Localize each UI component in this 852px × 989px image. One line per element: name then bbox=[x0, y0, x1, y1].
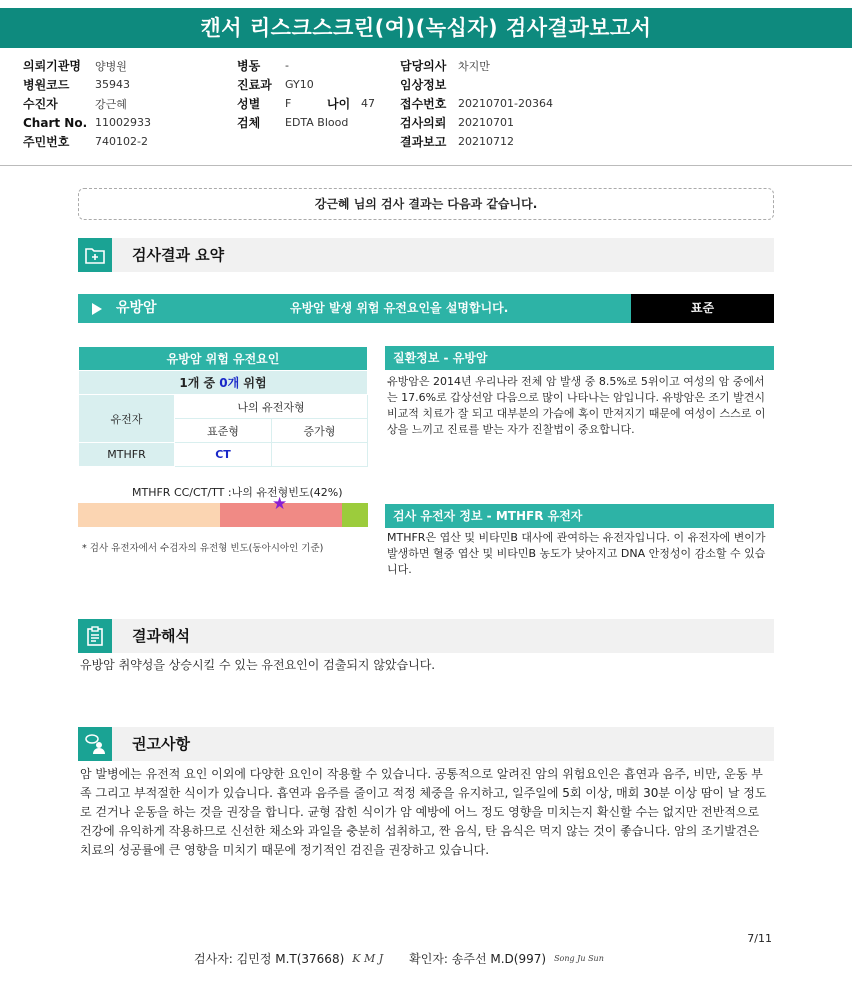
genotype-frequency-label: MTHFR CC/CT/TT :나의 유전형빈도(42%) bbox=[132, 486, 343, 499]
page-number: 7/11 bbox=[747, 932, 772, 945]
disease-info-text: 유방암은 2014년 우리나라 전체 암 발생 중 8.5%로 5위이고 여성의 암 중에서는 17.6%로 갑상선암 다음으로 많이 나타나는 암입니다. 유방암은 조기 발견시 비교적 치료가 잘 되고 대부분의 가슴에 혹이 만져지기 때문에 여성이 스스로 이상을 느끼고 진료를 받는 자가 진찰법이 중요합니다. bbox=[387, 375, 766, 436]
info-value: 11002933 bbox=[95, 116, 151, 129]
result-greeting: 강근혜 님의 검사 결과는 다음과 같습니다. bbox=[78, 188, 774, 220]
interpretation-heading: 결과해석 bbox=[132, 627, 190, 645]
disease-info-heading: 질환정보 - 유방암 bbox=[385, 346, 774, 370]
info-value: 강근혜 bbox=[95, 97, 127, 111]
info-value: 20210701 bbox=[458, 116, 514, 129]
info-label: 임상정보 bbox=[400, 78, 447, 92]
interpretation-text: 유방암 취약성을 상승시킬 수 있는 유전요인이 검출되지 않았습니다. bbox=[80, 658, 436, 672]
risk-count-value: 0개 bbox=[219, 376, 240, 390]
cancer-description: 유방암 발생 위험 유전요인을 설명합니다. bbox=[290, 301, 509, 315]
risk-count-prefix: 1개 중 bbox=[179, 376, 220, 390]
gene-info-text: MTHFR은 엽산 및 비타민B 대사에 관여하는 유전자입니다. 이 유전자에 변이가 발생하면 혈중 엽산 및 비타민B 농도가 낮아지고 DNA 안정성이 감소할 수 있습니다. bbox=[387, 531, 766, 576]
tester-signature: K M J bbox=[352, 952, 384, 965]
info-label: 결과보고 bbox=[400, 135, 447, 149]
gene-name: MTHFR bbox=[79, 443, 175, 467]
risk-count-suffix: 위험 bbox=[239, 376, 267, 390]
info-label: 병동 bbox=[237, 59, 261, 73]
patient-info bbox=[0, 56, 852, 166]
info-value: EDTA Blood bbox=[285, 116, 349, 129]
frequency-segment-1 bbox=[78, 503, 220, 527]
increased-genotype-value bbox=[272, 443, 368, 467]
info-label: 진료과 bbox=[237, 78, 272, 92]
standard-genotype-value: CT bbox=[175, 443, 272, 467]
info-label: 주민번호 bbox=[23, 135, 70, 149]
gene-table-title: 유방암 위험 유전요인 bbox=[79, 347, 368, 371]
frequency-segment-3 bbox=[342, 503, 368, 527]
cancer-name: 유방암 bbox=[116, 300, 157, 316]
confirmer-signature: Song Ju Sun bbox=[554, 954, 604, 963]
info-label: 담당의사 bbox=[400, 59, 447, 73]
risk-gene-table bbox=[78, 346, 368, 467]
risk-count bbox=[79, 371, 368, 395]
info-col-1 bbox=[23, 56, 151, 151]
info-value: 35943 bbox=[95, 78, 130, 91]
increased-type-header: 증가형 bbox=[272, 419, 368, 443]
info-label: 병원코드 bbox=[23, 78, 70, 92]
confirmer-name: 확인자: 송주선 M.D(997) bbox=[409, 952, 547, 966]
info-label: 접수번호 bbox=[400, 97, 447, 111]
gene-info-heading: 검사 유전자 정보 - MTHFR 유전자 bbox=[385, 504, 774, 528]
interpretation-section-header bbox=[78, 619, 774, 653]
age-label: 나이 bbox=[327, 97, 351, 111]
recommendation-heading: 권고사항 bbox=[132, 735, 190, 753]
info-label: 검사의뢰 bbox=[400, 116, 447, 130]
report-title: 캔서 리스크스크린(여)(녹십자) 검사결과보고서 bbox=[0, 8, 852, 48]
info-value: 740102-2 bbox=[95, 135, 148, 148]
info-value: GY10 bbox=[285, 78, 314, 91]
info-label: Chart No. bbox=[23, 115, 88, 130]
info-col-3 bbox=[400, 56, 553, 151]
info-label: 성별 bbox=[237, 97, 261, 111]
frequency-note: * 검사 유전자에서 수검자의 유전형 빈도(동아시아인 기준) bbox=[82, 543, 324, 554]
summary-section-header bbox=[78, 238, 774, 272]
info-col-2 bbox=[237, 56, 375, 132]
play-icon bbox=[92, 303, 102, 315]
age-value: 47 bbox=[361, 97, 375, 110]
info-label: 수진자 bbox=[23, 97, 58, 111]
cancer-result-bar bbox=[78, 294, 774, 323]
info-value: F bbox=[285, 97, 292, 110]
folder-plus-icon bbox=[78, 238, 112, 272]
info-value: 양병원 bbox=[95, 59, 127, 73]
risk-result-badge: 표준 bbox=[631, 294, 774, 323]
recommendation-section-header bbox=[78, 727, 774, 761]
signature-line bbox=[194, 950, 604, 967]
info-label: 의뢰기관명 bbox=[23, 59, 81, 73]
recommendation-text: 암 발병에는 유전적 요인 이외에 다양한 요인이 작용할 수 있습니다. 공통적으로 알려진 암의 위험요인은 흡연과 음주, 비만, 운동 부족 그리고 부적절한 식이가 있습니다. 흡연과 음주를 줄이고 적정 체중을 유지하고, 일주일에 5회 이상, 매회 30분 이상 땀이 날 정도로 걷거나 운동을 하는 것을 권장을 합니다. 균형 잡힌 식이가 암 예방에 어느 정도 영향을 미치는지 확신할 수는 없지만 전반적으로 건강에 유익하게 작용하므로 신선한 채소와 과일을 충분히 섭취하고, 짠 음식, 탄 음식은 먹지 않는 것이 좋습니다. 암의 조기발견은 치료의 성공률에 큰 영향을 미치기 때문에 정기적인 검진을 권장하고 있습니다. bbox=[80, 767, 767, 857]
info-value: 20210712 bbox=[458, 135, 514, 148]
genotype-frequency-bar bbox=[78, 503, 368, 527]
doctor-consult-icon bbox=[78, 727, 112, 761]
info-value: 20210701-20364 bbox=[458, 97, 553, 110]
info-value: 차지만 bbox=[458, 59, 490, 73]
summary-heading: 검사결과 요약 bbox=[132, 246, 225, 264]
genotype-header: 나의 유전자형 bbox=[175, 395, 368, 419]
gene-column-label: 유전자 bbox=[79, 395, 175, 443]
standard-type-header: 표준형 bbox=[175, 419, 272, 443]
clipboard-icon bbox=[78, 619, 112, 653]
tester-name: 검사자: 김민정 M.T(37668) bbox=[194, 952, 345, 966]
info-value: - bbox=[285, 59, 289, 72]
my-genotype-star-icon: ★ bbox=[272, 494, 288, 514]
info-label: 검체 bbox=[237, 116, 261, 130]
